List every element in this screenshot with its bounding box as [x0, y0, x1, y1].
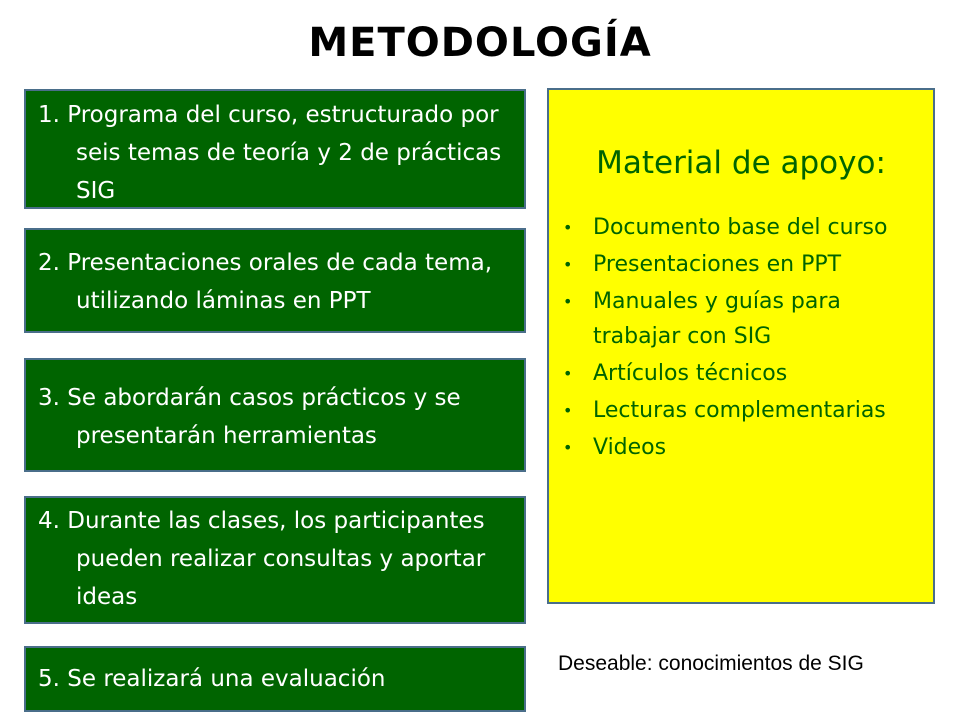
step-text-2: 2. Presentaciones orales de cada tema, utilizando láminas en PPT — [38, 250, 493, 314]
support-item — [563, 284, 913, 354]
step-text-4: 4. Durante las clases, los participantes pueden realizar consultas y aportar ideas — [38, 508, 486, 610]
prerequisite-note: Deseable: conocimientos de SIG — [558, 652, 864, 675]
support-item — [563, 356, 913, 391]
bullet-icon: • — [563, 218, 573, 237]
support-heading: Material de apoyo: — [596, 145, 886, 181]
support-item-label: Lecturas complementarias — [593, 398, 886, 423]
support-item — [563, 247, 913, 282]
step-text-5: 5. Se realizará una evaluación — [38, 666, 386, 692]
step-box-4 — [24, 496, 526, 624]
bullet-icon: • — [563, 438, 573, 457]
support-item-label: Videos — [593, 435, 667, 460]
bullet-icon: • — [563, 364, 573, 383]
bullet-icon: • — [563, 401, 573, 420]
support-item-label: Presentaciones en PPT — [593, 252, 842, 277]
support-item-label: Manuales y guías para trabajar con SIG — [593, 289, 841, 349]
step-text-1: 1. Programa del curso, estructurado por seis temas de teoría y 2 de prácticas SIG — [38, 102, 502, 204]
support-material-box — [547, 88, 935, 604]
support-item-label: Artículos técnicos — [593, 361, 788, 386]
bullet-icon: • — [563, 292, 573, 311]
step-box-3 — [24, 358, 526, 472]
step-box-1 — [24, 89, 526, 209]
support-item — [563, 430, 913, 465]
support-item — [563, 393, 913, 428]
step-box-5 — [24, 646, 526, 712]
step-box-2 — [24, 228, 526, 333]
support-item — [563, 210, 913, 245]
step-text-3: 3. Se abordarán casos prácticos y se presentarán herramientas — [38, 385, 461, 449]
bullet-icon: • — [563, 255, 573, 274]
page-title: METODOLOGÍA — [308, 20, 652, 66]
support-list — [549, 210, 913, 467]
support-item-label: Documento base del curso — [593, 215, 888, 240]
